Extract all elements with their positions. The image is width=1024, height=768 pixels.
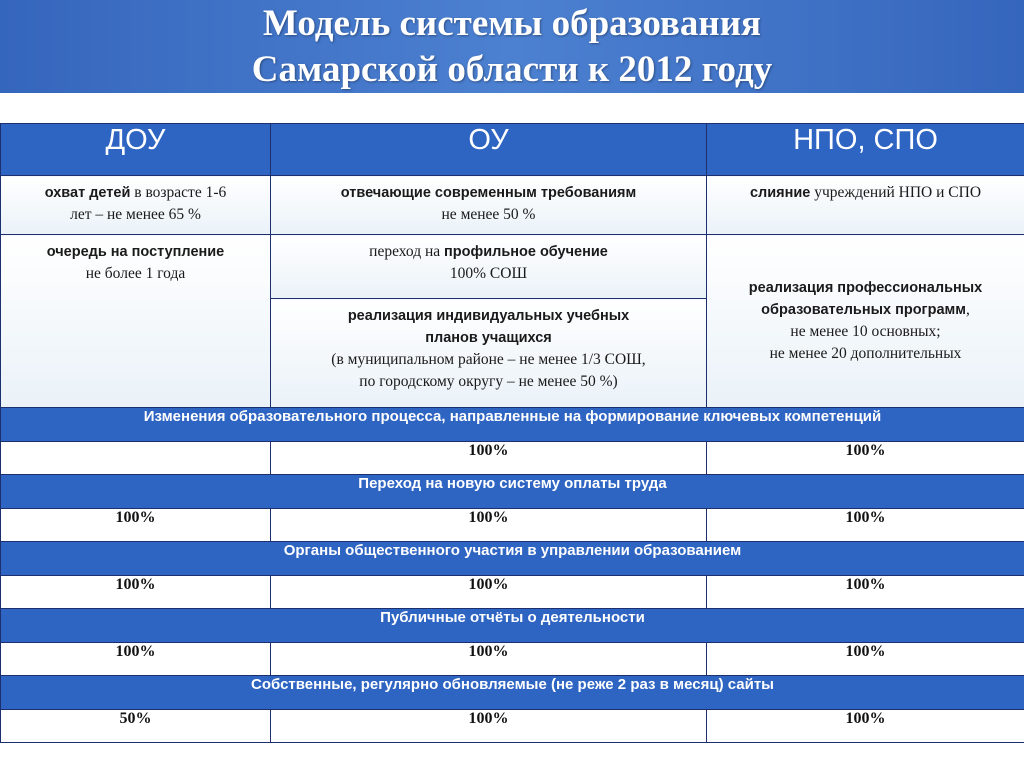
ou-profile-prefix: переход на — [369, 243, 445, 260]
value-ou: 100% — [271, 509, 707, 542]
value-dou: 100% — [1, 643, 271, 676]
section-title-websites: Собственные, регулярно обновляемые (не реже 2 раз в месяц) сайты — [1, 676, 1024, 710]
section-band-5 — [1, 676, 1024, 710]
value-npo: 100% — [707, 576, 1024, 609]
value-ou: 100% — [271, 442, 707, 475]
dou-queue-text: не более 1 года — [85, 265, 186, 282]
ou-individual-bold-1: реализация индивидуальных учебных — [347, 308, 630, 324]
value-dou: 100% — [1, 576, 271, 609]
section-values-2 — [1, 509, 1024, 542]
header-npo-spo: НПО, СПО — [707, 124, 1024, 176]
dou-coverage-cell — [1, 176, 271, 235]
npo-programs-bold-1: реализация профессиональных — [748, 280, 983, 296]
value-ou: 100% — [271, 643, 707, 676]
ou-individual-bold-2: планов учащихся — [425, 330, 552, 346]
ou-modern-cell — [271, 176, 707, 235]
value-ou: 100% — [271, 710, 707, 743]
dou-coverage-bold: охват детей — [44, 185, 131, 201]
ou-profile-bold: профильное обучение — [444, 244, 608, 260]
ou-modern-text: не менее 50 % — [441, 206, 536, 223]
section-band-4 — [1, 609, 1024, 643]
ou-profile-text: 100% СОШ — [449, 265, 528, 282]
section-values-5 — [1, 710, 1024, 743]
section-values-4 — [1, 643, 1024, 676]
value-dou — [1, 442, 271, 475]
ou-modern-bold: отвечающие современным требованиям — [340, 185, 637, 201]
page-title-line-1: Модель системы образования — [262, 3, 762, 44]
ou-individual-text-2: по городскому округу – не менее 50 %) — [359, 373, 618, 390]
section-values-1 — [1, 442, 1024, 475]
indicator-row-2 — [1, 235, 1024, 299]
section-values-3 — [1, 576, 1024, 609]
npo-programs-cell — [707, 235, 1024, 408]
value-dou: 100% — [1, 509, 271, 542]
value-npo: 100% — [707, 710, 1024, 743]
header-row — [1, 124, 1024, 176]
section-title-payment: Переход на новую систему оплаты труда — [1, 475, 1024, 509]
header-ou: ОУ — [271, 124, 707, 176]
value-npo: 100% — [707, 643, 1024, 676]
npo-programs-text-1: не менее 10 основных; — [790, 323, 941, 340]
ou-individual-text-1: (в муниципальном районе – не менее 1/3 СОШ, — [331, 351, 646, 368]
section-title-public-reports: Публичные отчёты о деятельности — [1, 609, 1024, 643]
npo-merge-bold: слияние — [749, 185, 811, 201]
value-npo: 100% — [707, 509, 1024, 542]
value-ou: 100% — [271, 576, 707, 609]
education-model-table — [0, 123, 1024, 743]
ou-profile-cell — [271, 235, 707, 299]
dou-coverage-text-2: лет – не менее 65 % — [70, 206, 201, 223]
npo-merge-cell — [707, 176, 1024, 235]
section-band-2 — [1, 475, 1024, 509]
section-band-3 — [1, 542, 1024, 576]
header-dou: ДОУ — [1, 124, 271, 176]
indicator-row-1 — [1, 176, 1024, 235]
section-title-public-bodies: Органы общественного участия в управлении образованием — [1, 542, 1024, 576]
value-npo: 100% — [707, 442, 1024, 475]
title-band — [0, 0, 1024, 93]
page-title-line-2: Самарской области к 2012 году — [251, 49, 773, 90]
dou-coverage-text: в возрасте 1-6 — [130, 184, 227, 201]
dou-queue-cell — [1, 235, 271, 408]
npo-programs-comma: , — [965, 301, 970, 318]
npo-merge-text: учреждений НПО и СПО — [810, 184, 982, 201]
npo-programs-bold-2: образовательных программ — [761, 302, 966, 318]
section-band-1 — [1, 408, 1024, 442]
section-title-competencies: Изменения образовательного процесса, направленные на формирование ключевых компетенций — [1, 408, 1024, 442]
ou-individual-cell — [271, 299, 707, 408]
npo-programs-text-2: не менее 20 дополнительных — [769, 345, 962, 362]
value-dou: 50% — [1, 710, 271, 743]
dou-queue-bold: очередь на поступление — [46, 244, 225, 260]
